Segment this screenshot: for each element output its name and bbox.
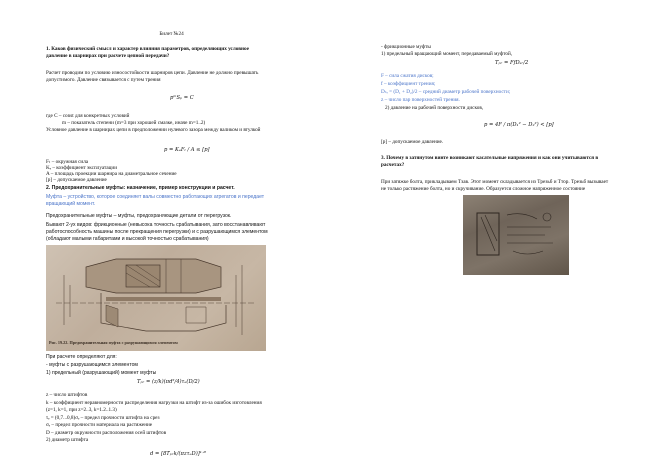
q1-title-line2: давление в шарнирах при расчете цепной передачи? <box>46 53 170 59</box>
formula-pressure: p = KₑFₜ / A ≤ [p] <box>164 147 210 153</box>
q2-title: 2. Предохранительные муфты: назначение, пример конструкции и расчет. <box>46 185 235 191</box>
def-mean-diameter: Dₛᵣ = (D₁ + D₂)/2 – средний диаметр рабочей поверхности; <box>381 89 511 95</box>
pin-diameter-text: 2) диаметр штифта <box>46 437 89 443</box>
def-ft: Fₜ – окружная сила <box>46 159 89 165</box>
def-ke: Kₑ – коэффициент эксплуатации <box>46 165 117 171</box>
conditional-pressure-text: Условное давление в шарнирах цепи в предположении нулевого зазора между валиком и втулкой <box>46 127 261 133</box>
def-friction-coef: f – коэффициент трения; <box>381 81 436 87</box>
where-c: где С – const для конкретных условий <box>46 113 130 119</box>
def-z: z – число штифтов <box>46 392 88 398</box>
friction-torque-text: 1) предельный вращающий момент, передаваемый муфтой, <box>381 51 513 57</box>
calc-breaking-element: - муфты с разрушающимся элементом <box>46 362 138 368</box>
q2-definition-line2: вращающий момент. <box>46 201 96 207</box>
q3-para-line2: не только растяжение болта, но и скручивание. Образуется сложное напряженное состояние <box>381 186 586 192</box>
def-k: k – коэффициент неравномерности распределения нагрузки на штифт из-за ошибок изготовления <box>46 400 262 406</box>
handwritten-notes-photo <box>463 195 569 275</box>
q3-title-line2: расчетах? <box>381 162 405 168</box>
q1-para-line2: допустимого. Давление связывается с путем трения <box>46 77 161 83</box>
clutch-drawing <box>46 245 266 351</box>
types-line3: (обладают малыми габаритами и высокой точностью срабатывания) <box>46 236 209 242</box>
safety-clutch-def: Предохранительные муфты – муфты, предохраняющие детали от перегрузок. <box>46 213 232 219</box>
formula-friction-torque: Tₚᵣ = FfDₛᵣ/2 <box>495 60 529 66</box>
def-sigma: σₑ – предел прочности материала на растяжение <box>46 422 153 428</box>
disc-pressure-text: 2) давление на рабочей поверхности дисков, <box>385 105 484 111</box>
def-p: [p] – допускаемое давление <box>46 177 107 183</box>
ticket-title: Билет №24 <box>159 31 184 37</box>
def-force: F – сила сжатия дисков; <box>381 73 434 79</box>
formula-disc-pressure: p = 4F / π(D₁² − D₂²) < [p] <box>484 122 554 128</box>
handwritten-sketch <box>463 195 569 275</box>
figure-caption: Рис. 19.22. Предохранительная муфта с разрушающимся элементом <box>49 340 178 345</box>
q1-para-line1: Расчет проводим по условию износостойкости шарниров цепи. Давление не должно превышать <box>46 70 259 76</box>
def-a: A – площадь проекции шарнира на диаметральное сечение <box>46 171 177 177</box>
q1-title-line1: 1. Каков физический смысл и характер влияния параметров, определяющих условное <box>46 46 249 52</box>
calc-intro: При расчете определяют для: <box>46 354 117 360</box>
where-m: m – показатель степени (m=3 при хорошей смазке, иначе m=1..2) <box>62 120 206 126</box>
limit-torque-text: 1) предельный (разрушающий) момент муфты <box>46 370 157 376</box>
friction-clutches: - фрикционные муфты <box>381 44 431 50</box>
q3-para-line1: При затяжке болта, прикладываем Tзав. Этот момент складывается из Tрезьб и Tтор. Tрезьб вызывает <box>381 179 609 185</box>
def-allowable-pressure: [p] – допускаемое давление. <box>381 139 444 145</box>
q2-definition-line1: Муфта – устройство, которое соединяет валы совместно работающих агрегатов и передает <box>46 194 265 200</box>
def-pairs: z – число пар поверхностей трения. <box>381 97 460 103</box>
def-d: D – диаметр окружности расположения осей штифтов <box>46 430 167 436</box>
def-k-values: (z=1, k=1, при z=2..3, k=1.2..1.3) <box>46 407 117 413</box>
q3-title-line1: 3. Почему в затянутом винте возникают касательные напряжения и как они учитываются в <box>381 155 599 161</box>
def-tau: τₑ = (0,7...0,8)σₑ – предел прочности штифта на срез <box>46 415 160 421</box>
types-line2: работоспособность машины после прекращения перегрузки) и с разрушающимся элементом <box>46 229 268 235</box>
formula-limit-torque: Tₚᵣ = (z/k)(πd²/4)τₑ(D/2) <box>137 379 200 385</box>
clutch-figure-photo <box>46 245 266 351</box>
types-line1: Бывают 2-ух видов: фрикционные (невысока точность срабатывания, зато восстанавливают <box>46 222 266 228</box>
formula-pin-diameter: d = [8Tₚᵣk/(πzτₑD)]¹ᐟ² <box>150 451 207 457</box>
formula-wear: pᵐSₚ = C <box>170 95 194 101</box>
